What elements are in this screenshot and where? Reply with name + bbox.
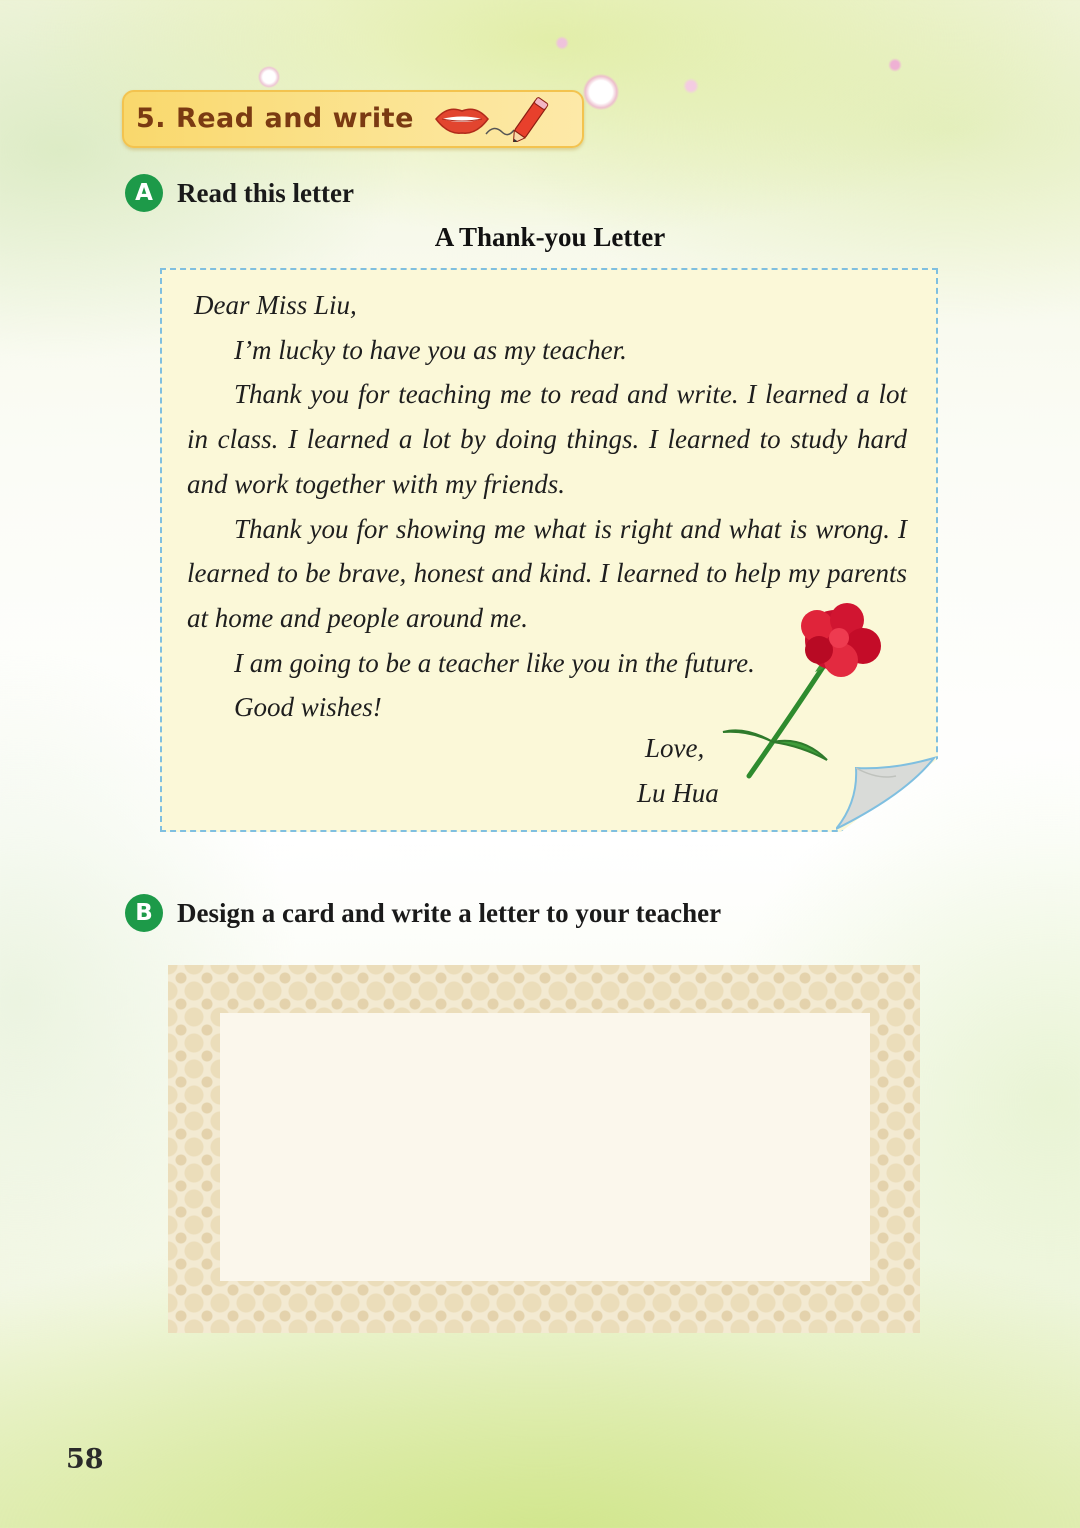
section-b-badge: B: [125, 894, 163, 932]
letter-salutation: Dear Miss Liu,: [194, 290, 357, 320]
sparkle-decoration: [583, 74, 619, 110]
letter-paragraph: Thank you for showing me what is right and what is wrong. I learned to be brave, honest and kind. I learned to help my parents at home and people around me.: [187, 513, 907, 633]
sparkle-decoration: [258, 66, 280, 88]
letter-paragraph: I am going to be a teacher like you in the future.: [234, 647, 755, 678]
carnation-flower-icon: [715, 600, 890, 780]
sparkle-decoration: [683, 78, 699, 94]
lips-icon: [434, 102, 490, 136]
pencil-icon: [484, 94, 556, 142]
section-title: 5. Read and write: [136, 103, 414, 134]
sparkle-decoration: [888, 58, 902, 72]
section-a-instruction: Read this letter: [177, 177, 354, 208]
section-b-instruction: Design a card and write a letter to your teacher: [177, 897, 722, 928]
section-a-badge: A: [125, 174, 163, 212]
letter-paragraph: Thank you for teaching me to read and write. I learned a lot in class. I learned a lot by doing things. I learned to study hard and work together with my friends.: [187, 379, 907, 499]
letter-title: A Thank-you Letter: [434, 222, 666, 252]
section-header-banner: [122, 90, 584, 148]
letter-closing: Love,: [645, 733, 705, 763]
sparkle-decoration: [555, 36, 569, 50]
section-a-heading: [125, 174, 354, 212]
letter-paragraph: Good wishes!: [234, 692, 382, 723]
card-design-frame: [168, 965, 920, 1333]
card-writing-area[interactable]: [220, 1013, 870, 1281]
section-b-heading: [125, 894, 721, 932]
page-number: 58: [66, 1444, 104, 1475]
letter-signature: Lu Hua: [637, 778, 719, 808]
letter-paragraph: I’m lucky to have you as my teacher.: [234, 334, 627, 365]
